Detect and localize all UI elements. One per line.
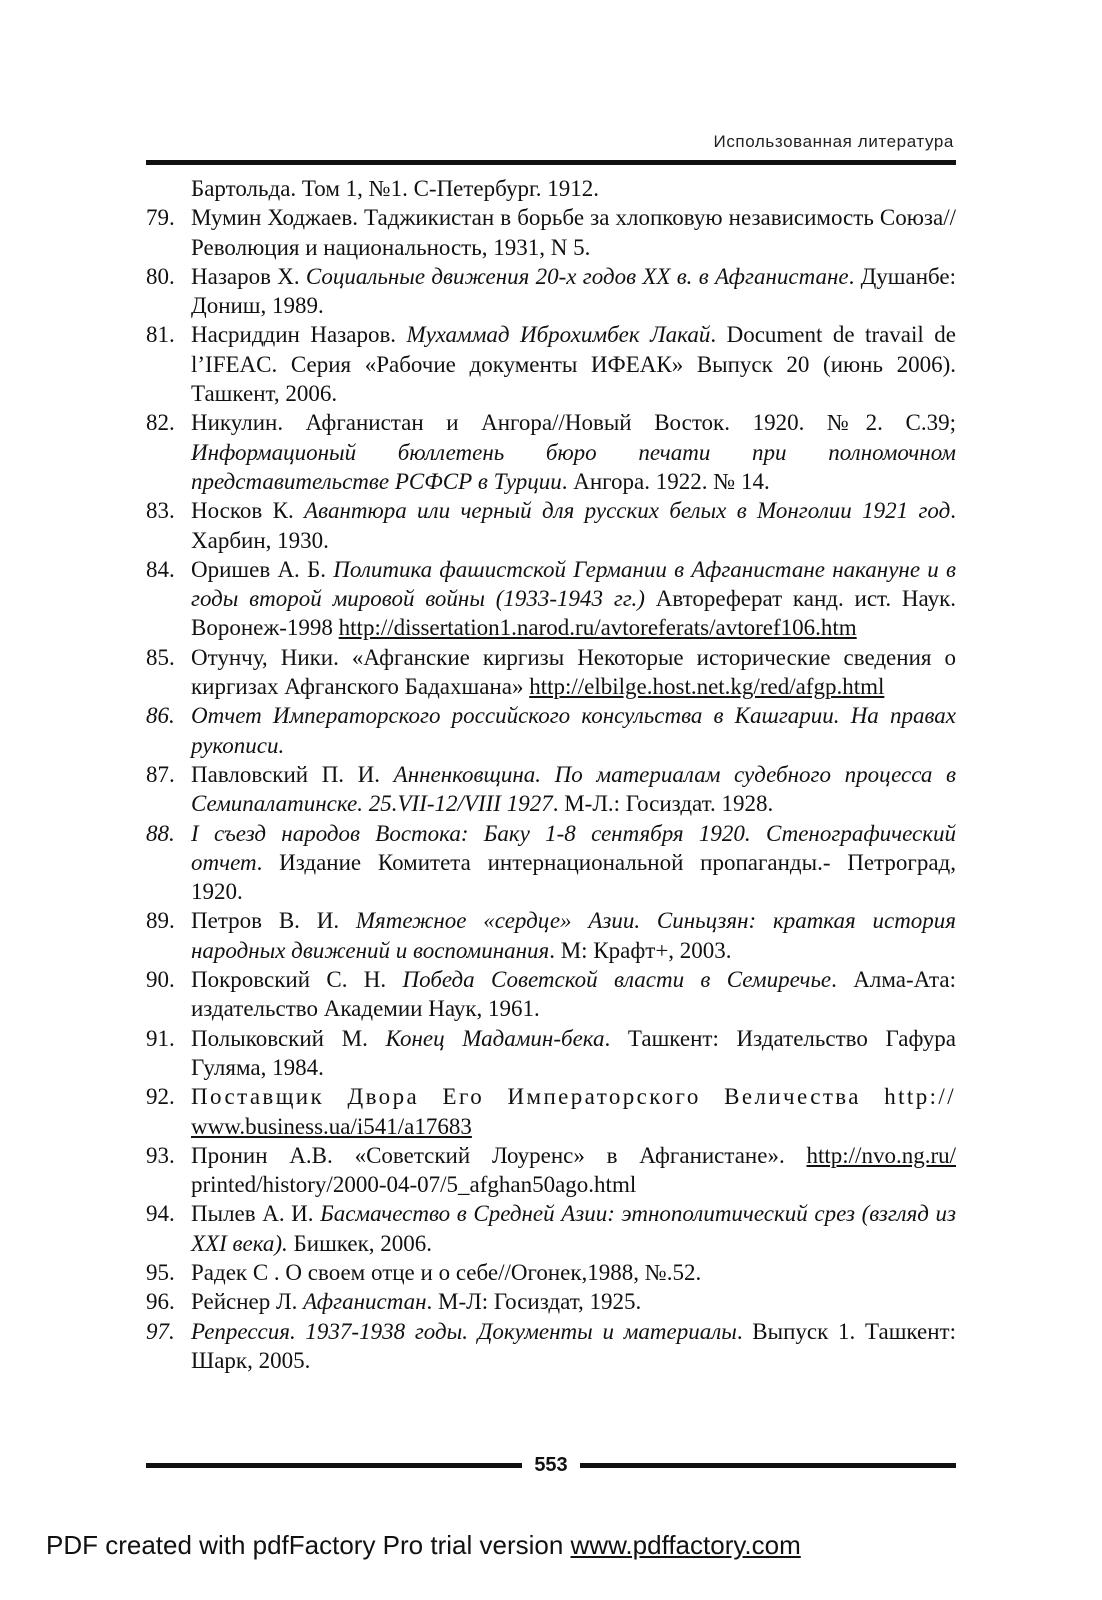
entry-number: 82. — [146, 410, 175, 436]
entry-number: 91. — [146, 1025, 175, 1051]
entry-number: 94. — [146, 1201, 175, 1227]
bibliography-entry-79 — [146, 203, 956, 262]
bibliography-entry-92 — [146, 1082, 956, 1141]
entry-title: Мятежное «сердце» Азии. Синьцзян: краткая история народных движений и воспоминания — [191, 908, 957, 963]
bibliography-entry-97 — [146, 1317, 956, 1376]
entry-number: 80. — [146, 263, 175, 289]
entry-number: 88. — [146, 820, 175, 846]
continuation-text: Бартольда. Том 1, №1. С-Петербург. 1912. — [191, 176, 600, 201]
entry-number: 97. — [146, 1318, 175, 1344]
entry-title: Отчет Императорского российского консульства в Кашгарии. На правах рукописи. — [191, 703, 956, 758]
entry-link[interactable]: http://nvo.ng.ru/ — [806, 1142, 956, 1168]
bibliography-entry-89 — [146, 906, 956, 965]
entry-text: Павловский П. И. Анненковщина. По материалам судебного процесса в Семипалатинске. 25.VII-12/VIII 1927. М-Л.: Госиздат. 1928. — [191, 761, 956, 817]
entry-link[interactable]: www.business.ua/i541/a17683 — [191, 1113, 472, 1139]
entry-title: Социальные движения 20-х годов XX в. в Афганистане — [305, 263, 849, 289]
entry-text: Петров В. И. Мятежное «сердце» Азии. Синьцзян: краткая история народных движений и воспоминания. М: Крафт+, 2003. — [191, 908, 957, 963]
entry-title: Победа Советской власти в Семиречье — [402, 967, 832, 993]
bibliography-entry-81 — [146, 320, 956, 408]
entry-title: Конец Мадамин-бека — [385, 1025, 605, 1051]
bibliography-entry-95 — [146, 1258, 956, 1287]
entry-text: Пронин А.В. «Советский Лоуренс» в Афганистане». http://nvo.ng.ru/ printed/history/2000-04-07/5_afghan50ago.html — [191, 1142, 956, 1198]
header-rule — [146, 160, 956, 165]
entry-title: Информационый бюллетень бюро печати при полномочном представительстве РСФСР в Турции — [191, 439, 956, 494]
entry-text: Покровский С. Н. Победа Советской власти в Семиречье. Алма-Ата: издательство Академии Наук, 1961. — [191, 967, 956, 1022]
bibliography-entry-83 — [146, 496, 956, 555]
bibliography-entry-94 — [146, 1199, 956, 1258]
entry-title: I съезд народов Востока: Баку 1-8 сентября 1920. Стенографический отчет — [191, 820, 956, 875]
entry-number: 85. — [146, 644, 175, 670]
entry-number: 79. — [146, 205, 175, 231]
entry-text: Поставщик Двора Его Императорского Величества http:// www.business.ua/i541/a17683 — [191, 1084, 956, 1139]
bibliography-entry-86 — [146, 701, 956, 760]
entry-text: Никулин. Афганистан и Ангора//Новый Восток. 1920. №2. С.39; Информационый бюллетень бюро печати при полномочном представительстве РСФСР в Турции. Ангора. 1922. № 14. — [191, 410, 956, 494]
entry-number: 90. — [146, 967, 175, 993]
entry-title: Авантюра или черный для русских белых в Монголии 1921 год — [304, 498, 951, 524]
footer-rule-left — [146, 1463, 522, 1468]
entry-number: 86. — [146, 703, 175, 729]
entry-text: Оришев А. Б. Политика фашистской Германии в Афганистане накануне и в годы второй мировой войны (1933-1943 гг.) Автореферат канд. ист. Наук. Воронеж-1998 http://dissertation1.narod.ru/avtoreferats/avtoref106.htm — [191, 556, 957, 641]
entry-number: 96. — [146, 1289, 175, 1315]
entry-number: 84. — [146, 556, 175, 582]
entry-number: 95. — [146, 1259, 175, 1285]
entry-text: Носков К. Авантюра или черный для русских белых в Монголии 1921 год. Харбин, 1930. — [191, 498, 956, 553]
entry-text: Репрессия. 1937-1938 годы. Документы и материалы. Выпуск 1. Ташкент: Шарк, 2005. — [191, 1318, 956, 1373]
entry-text: Полыковский М. Конец Мадамин-бека. Ташкент: Издательство Гафура Гуляма, 1984. — [191, 1025, 957, 1080]
entry-text: Рейснер Л. Афганистан. М-Л: Госиздат, 1925. — [191, 1289, 642, 1315]
entry-title: Политика фашистской Германии в Афганистане накануне и в годы второй мировой войны (1933-1943 гг.) — [191, 556, 957, 612]
entry-number: 87. — [146, 761, 175, 787]
entry-text: Радек С . О своем отце и о себе//Огонек,1988, №.52. — [191, 1259, 702, 1285]
page-number: 553 — [534, 1454, 568, 1476]
entry-link[interactable]: http://elbilge.host.net.kg/red/afgp.html — [529, 674, 885, 700]
bibliography-entry-91 — [146, 1024, 956, 1083]
bibliography-entry-93 — [146, 1141, 956, 1200]
entry-title: Афганистан — [303, 1289, 427, 1315]
entry-link[interactable]: http://dissertation1.narod.ru/avtoreferats/avtoref106.htm — [338, 615, 857, 641]
pdf-watermark: PDF created with pdfFactory Pro trial version www.pdffactory.com — [46, 1530, 801, 1560]
entry-text: Мумин Ходжаев. Таджикистан в борьбе за хлопковую независимость Союза//Революция и национальность, 1931, N 5. — [191, 205, 956, 260]
entry-title: Мухаммад Иброхимбек Лакай — [406, 322, 711, 348]
entry-number: 89. — [146, 908, 175, 934]
entry-text: Отунчу, Ники. «Афганские киргизы Некоторые исторические сведения о киргизах Афганского Бадахшана» http://elbilge.host.net.kg/red/afgp.html — [191, 644, 956, 700]
entry-title: Басмачество в Средней Азии: этнополитический срез (взгляд из XXI века). — [191, 1201, 956, 1256]
bibliography-entry-85 — [146, 643, 956, 702]
entry-number: 83. — [146, 498, 175, 524]
entry-title: Репрессия. 1937-1938 годы. Документы и материалы — [191, 1318, 737, 1344]
bibliography-list — [146, 174, 956, 1375]
bibliography-entry-80 — [146, 262, 956, 321]
running-header: Использованная литература — [713, 132, 954, 151]
entry-title: Анненковщина. По материалам судебного процесса в Семипалатинске. 25.VII-12/VIII 1927 — [191, 761, 956, 817]
footer-rule-right — [580, 1463, 956, 1468]
entry-number: 81. — [146, 322, 175, 348]
entry-text: Насриддин Назаров. Мухаммад Иброхимбек Лакай. Document de travail de l’IFEAC. Серия «Рабочие документы ИФЕАК» Выпуск 20 (июнь 2006). Ташкент, 2006. — [191, 322, 956, 407]
bibliography-entry-96 — [146, 1287, 956, 1316]
bibliography-entry-82 — [146, 408, 956, 496]
bibliography-entry-88 — [146, 819, 956, 907]
watermark-link[interactable]: www.pdffactory.com — [570, 1530, 801, 1560]
entry-text: Назаров Х. Социальные движения 20-х годов XX в. в Афганистане. Душанбе: Дониш, 1989. — [191, 263, 957, 319]
page-footer — [146, 1454, 956, 1477]
entry-text: Пылев А. И. Басмачество в Средней Азии: этнополитический срез (взгляд из XXI века). Бишкек, 2006. — [191, 1201, 956, 1256]
entry-number: 93. — [146, 1142, 175, 1168]
entry-number: 92. — [146, 1084, 175, 1110]
entry-text: I съезд народов Востока: Баку 1-8 сентября 1920. Стенографический отчет. Издание Комитета интернациональной пропаганды.- Петроград, 1920. — [191, 820, 956, 905]
entry-text — [191, 701, 956, 760]
bibliography-entry-84 — [146, 555, 956, 643]
bibliography-entry-90 — [146, 965, 956, 1024]
bibliography-entry-87 — [146, 760, 956, 819]
